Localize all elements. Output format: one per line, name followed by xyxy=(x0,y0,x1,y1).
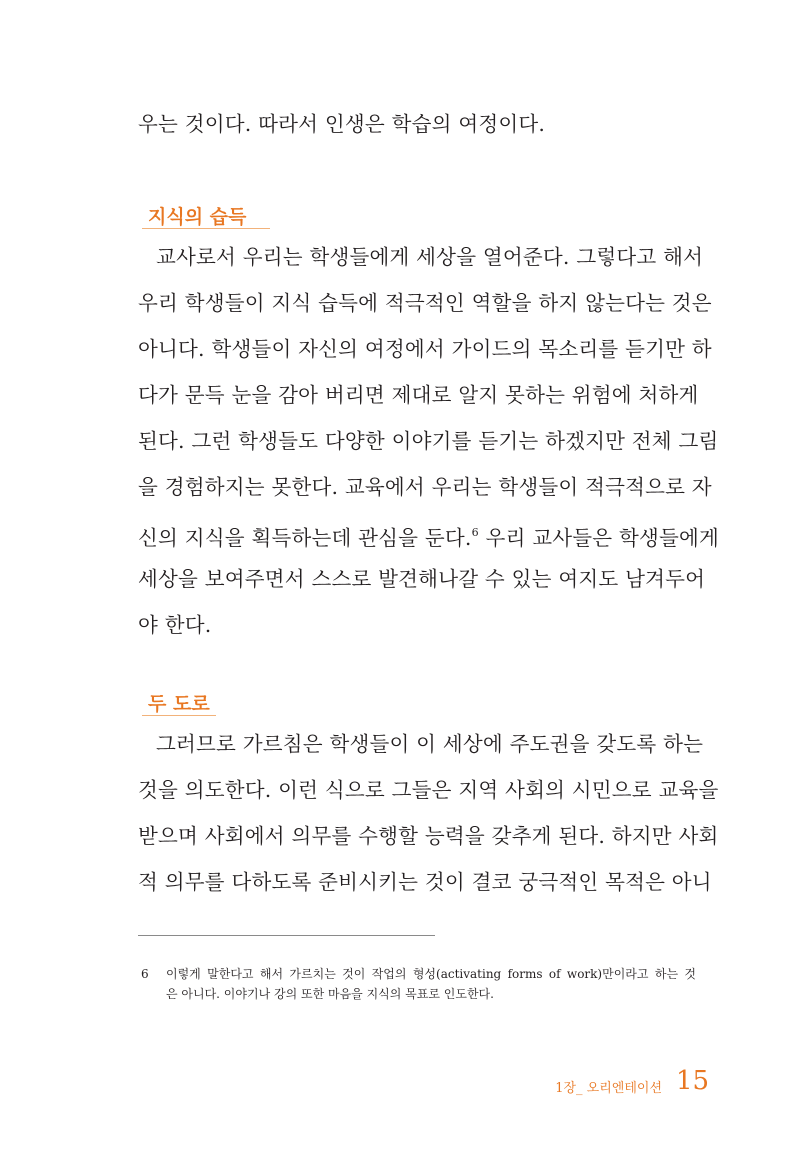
page-number: 15 xyxy=(676,1066,710,1096)
body-line: 야 한다. xyxy=(138,613,212,637)
body-text: 신의 지식을 획득하는데 관심을 둔다. xyxy=(138,526,472,550)
body-line: 받으며 사회에서 의무를 수행할 능력을 갖추게 된다. 하지만 사회 xyxy=(138,824,719,848)
footnote-line: 이렇게 말한다고 해서 가르치는 것이 작업의 형성(activating forms of work)만이라고 하는 것 xyxy=(166,967,696,981)
body-line: 아니다. 학생들이 자신의 여정에서 가이드의 목소리를 듣기만 하 xyxy=(138,337,712,361)
body-line: 세상을 보여주면서 스스로 발견해나갈 수 있는 여지도 남겨두어 xyxy=(138,567,706,591)
body-line: 우리 학생들이 지식 습득에 적극적인 역할을 하지 않는다는 것은 xyxy=(138,291,712,315)
heading-underline xyxy=(142,715,216,716)
body-text: 우리 교사들은 학생들에게 xyxy=(478,526,720,550)
body-line: 것을 의도한다. 이런 식으로 그들은 지역 사회의 시민으로 교육을 xyxy=(138,778,719,802)
footnote-line: 은 아니다. 이야기나 강의 또한 마음을 지식의 목표로 인도한다. xyxy=(166,987,494,1001)
footnote-separator xyxy=(138,935,435,936)
body-line xyxy=(138,519,720,552)
body-line: 적 의무를 다하도록 준비시키는 것이 결코 궁극적인 목적은 아니 xyxy=(138,870,712,894)
body-line: 그러므로 가르침은 학생들이 이 세상에 주도권을 갖도록 하는 xyxy=(156,732,704,756)
heading-underline xyxy=(142,228,270,229)
footnote-reference[interactable]: 6 xyxy=(471,526,479,539)
running-footer-chapter: 1장_ 오리엔테이션 xyxy=(555,1081,662,1096)
body-line: 다가 문득 눈을 감아 버리면 제대로 알지 못하는 위험에 처하게 xyxy=(138,383,699,407)
footnote-number: 6 xyxy=(141,967,149,981)
body-line: 된다. 그런 학생들도 다양한 이야기를 듣기는 하겠지만 전체 그림 xyxy=(138,429,719,453)
body-line: 을 경험하지는 못한다. 교육에서 우리는 학생들이 적극적으로 자 xyxy=(138,475,712,499)
body-line: 교사로서 우리는 학생들에게 세상을 열어준다. 그렇다고 해서 xyxy=(156,245,704,269)
section-heading-knowledge-acquisition: 지식의 습득 xyxy=(148,206,247,228)
body-line: 우는 것이다. 따라서 인생은 학습의 여정이다. xyxy=(138,112,546,136)
section-heading-two-roads: 두 도로 xyxy=(148,693,210,715)
